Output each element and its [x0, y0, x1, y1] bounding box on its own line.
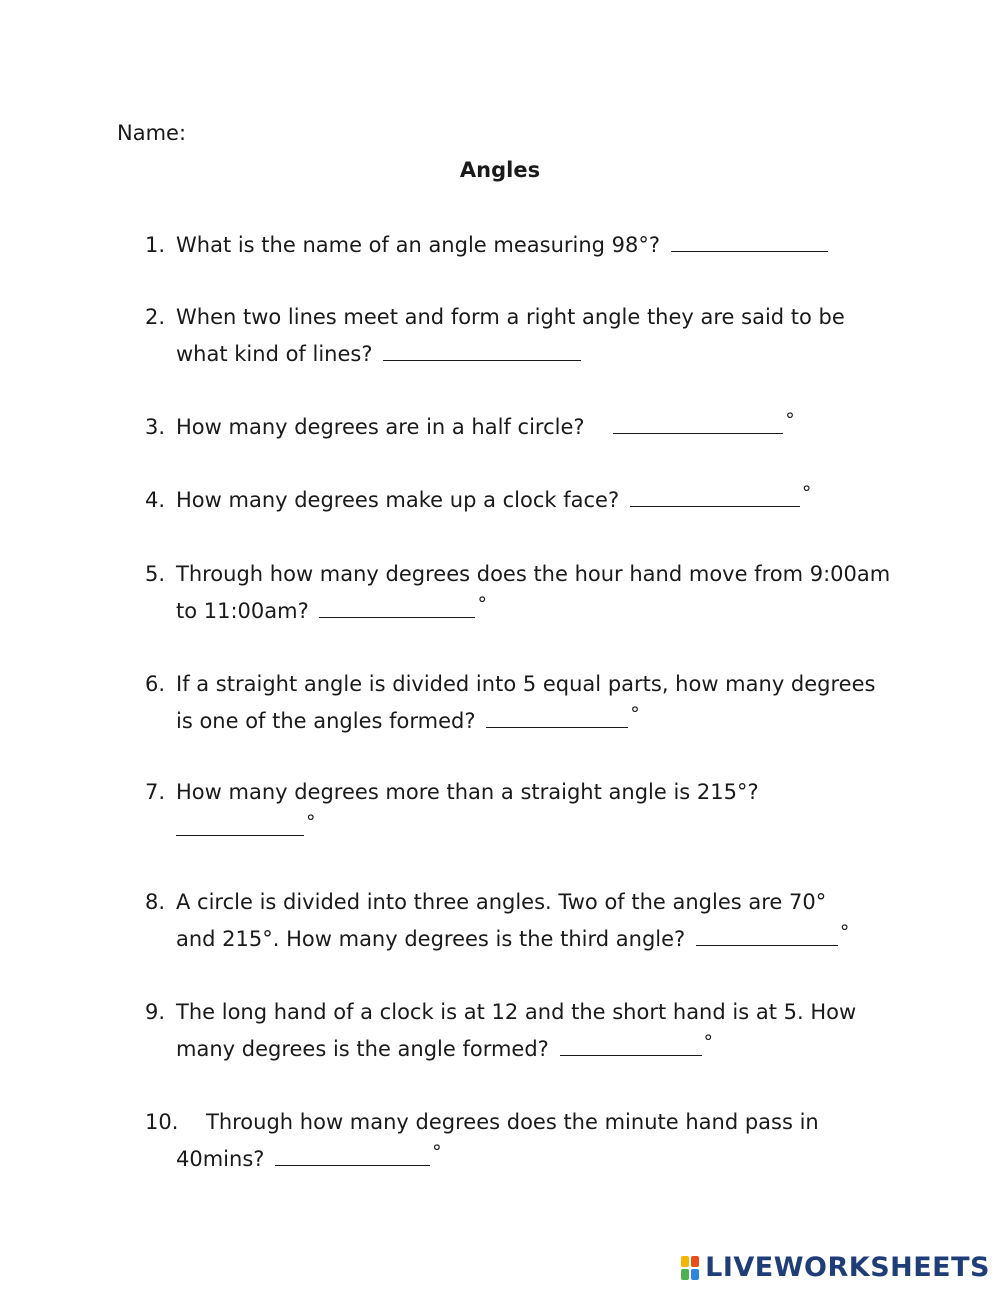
answer-blank-6[interactable]: [486, 707, 628, 728]
question-4: [145, 482, 905, 520]
degree-symbol: °: [432, 1141, 442, 1163]
answer-blank-7[interactable]: [176, 815, 304, 836]
question-text-line-1: Through how many degrees does the hour hand move from 9:00am: [176, 562, 891, 586]
question-6: [145, 666, 905, 741]
answer-blank-9[interactable]: [560, 1035, 702, 1056]
question-7: [145, 774, 905, 849]
degree-symbol: °: [477, 593, 487, 615]
answer-blank-8[interactable]: [696, 925, 838, 946]
question-number: 10.: [145, 1110, 179, 1134]
answer-blank-3[interactable]: [613, 413, 783, 434]
answer-blank-1[interactable]: [671, 231, 828, 252]
question-text-line-2: many degrees is the angle formed?: [176, 1037, 549, 1061]
question-number: 9.: [145, 1000, 166, 1024]
question-text: How many degrees make up a clock face?: [176, 488, 620, 512]
logo-blocks-icon: [681, 1256, 699, 1280]
question-text-line-1: If a straight angle is divided into 5 equal parts, how many degrees: [176, 672, 876, 696]
question-9: [145, 994, 905, 1069]
question-text-line-2: and 215°. How many degrees is the third angle?: [176, 927, 686, 951]
question-1: [145, 227, 905, 264]
logo-block: [681, 1256, 689, 1267]
degree-symbol: °: [801, 482, 812, 504]
logo-block: [681, 1269, 689, 1280]
question-number: 7.: [145, 780, 166, 804]
degree-symbol: °: [630, 703, 640, 725]
question-text-line-2: what kind of lines?: [176, 342, 373, 366]
answer-blank-10[interactable]: [275, 1145, 430, 1166]
question-text-line-1: When two lines meet and form a right angle they are said to be: [176, 305, 845, 329]
question-5: [145, 556, 905, 631]
question-text-line-1: Through how many degrees does the minute hand pass in: [206, 1110, 819, 1134]
logo-block: [691, 1256, 699, 1267]
question-number: 6.: [145, 672, 166, 696]
degree-symbol: °: [306, 811, 316, 833]
degree-symbol: °: [703, 1031, 714, 1053]
worksheet-title: Angles: [459, 158, 541, 182]
logo-block: [691, 1269, 699, 1280]
question-10: [145, 1104, 905, 1179]
question-number: 8.: [145, 890, 166, 914]
question-text-line-2: to 11:00am?: [176, 599, 309, 623]
brand-text: LIVEWORKSHEETS: [705, 1252, 990, 1283]
question-number: 3.: [145, 415, 166, 439]
question-8: [145, 884, 905, 959]
question-number: 2.: [145, 305, 166, 329]
question-2: [145, 299, 905, 373]
question-text: How many degrees are in a half circle?: [176, 415, 585, 439]
degree-symbol: °: [839, 921, 850, 943]
name-label: Name:: [117, 121, 187, 145]
question-text: How many degrees more than a straight angle is 215°?: [176, 780, 759, 804]
question-text-line-1: A circle is divided into three angles. Two of the angles are 70°: [176, 890, 827, 914]
question-number: 4.: [145, 488, 166, 512]
question-text-line-2: 40mins?: [176, 1147, 265, 1171]
degree-symbol: °: [785, 409, 795, 431]
question-number: 1.: [145, 233, 166, 257]
question-number: 5.: [145, 562, 166, 586]
question-text-line-2: is one of the angles formed?: [176, 709, 476, 733]
answer-blank-2[interactable]: [383, 340, 581, 361]
answer-blank-5[interactable]: [319, 597, 475, 618]
question-text: What is the name of an angle measuring 98°?: [176, 233, 661, 257]
liveworksheets-logo: [681, 1252, 990, 1283]
question-text-line-1: The long hand of a clock is at 12 and the short hand is at 5. How: [176, 1000, 857, 1024]
answer-blank-4[interactable]: [630, 486, 800, 507]
question-3: [145, 409, 905, 447]
